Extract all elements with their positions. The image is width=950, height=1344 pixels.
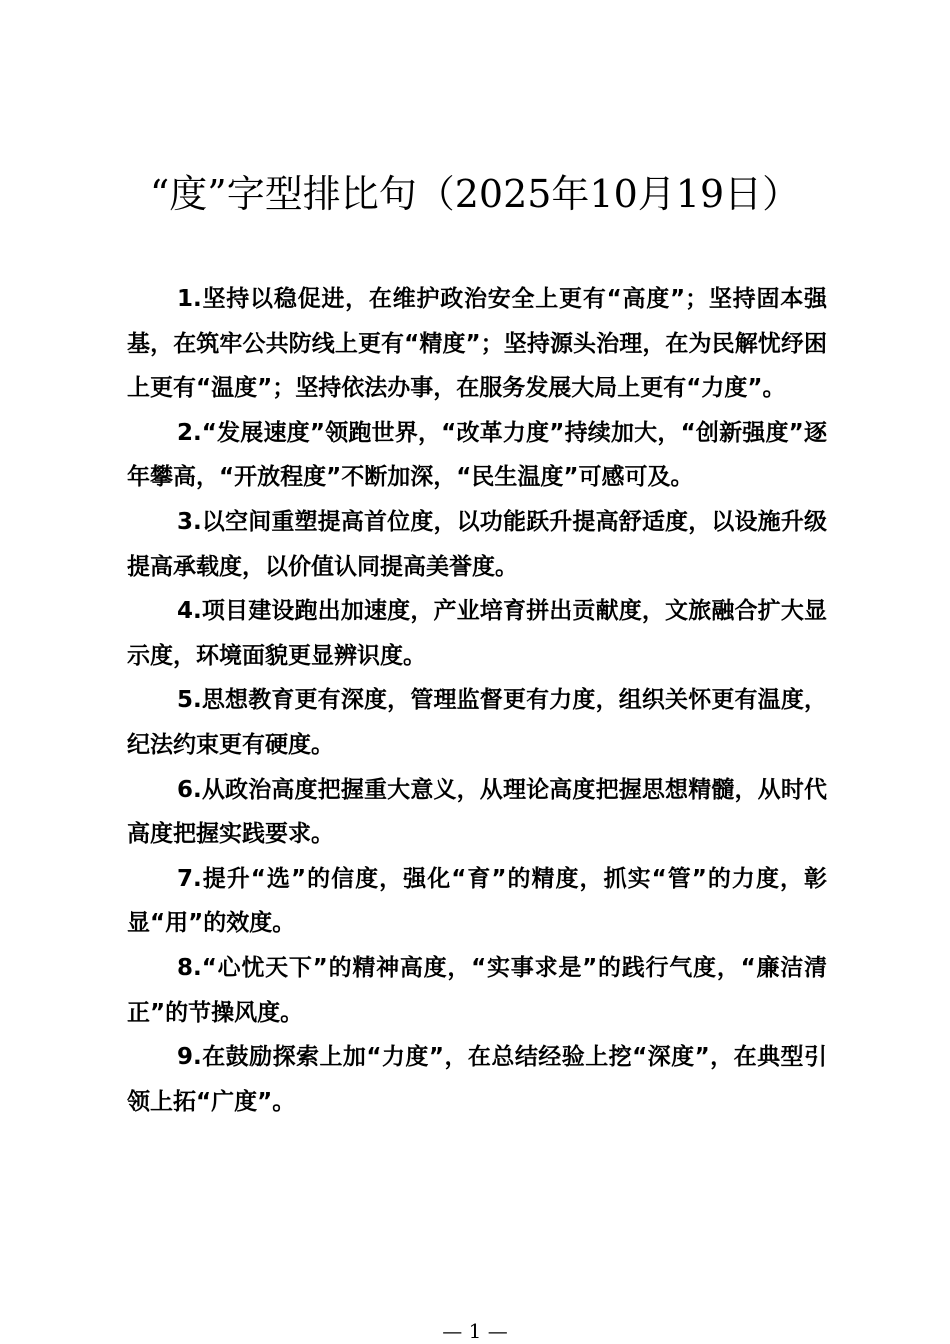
paragraph-4: 4.项目建设跑出加速度，产业培育拼出贡献度，文旅融合扩大显示度，环境面貌更显辨识度。 bbox=[127, 598, 827, 669]
paragraph-7: 7.提升“选”的信度，强化“育”的精度，抓实“管”的力度，彰显“用”的效度。 bbox=[127, 865, 827, 937]
paragraph-3: 3.以空间重塑提高首位度，以功能跃升提高舒适度，以设施升级提高承载度，以价值认同提高美誉度。 bbox=[127, 508, 827, 580]
page-number: — 1 — bbox=[442, 1319, 508, 1343]
paragraph-5: 5.思想教育更有深度，管理监督更有力度，组织关怀更有温度，纪法约束更有硬度。 bbox=[127, 687, 827, 758]
paragraph-8: 8.“心忧天下”的精神高度，“实事求是”的践行气度，“廉洁清正”的节操风度。 bbox=[127, 954, 827, 1026]
document-title: “度”字型排比句（2025年10月19日） bbox=[149, 172, 801, 216]
paragraph-2: 2.“发展速度”领跑世界，“改革力度”持续加大，“创新强度”逐年攀高，“开放程度”不断加深，“民生温度”可感可及。 bbox=[127, 419, 827, 491]
paragraph-1: 1.坚持以稳促进，在维护政治安全上更有“高度”；坚持固本强基，在筑牢公共防线上更有“精度”；坚持源头治理，在为民解忧纾困上更有“温度”；坚持依法办事，在服务发展大局上更有“力度”。 bbox=[127, 286, 827, 402]
document-body bbox=[127, 277, 827, 1124]
paragraph-6: 6.从政治高度把握重大意义，从理论高度把握思想精髓，从时代高度把握实践要求。 bbox=[127, 776, 827, 848]
paragraph-9: 9.在鼓励探索上加“力度”，在总结经验上挖“深度”，在典型引领上拓“广度”。 bbox=[127, 1044, 827, 1115]
